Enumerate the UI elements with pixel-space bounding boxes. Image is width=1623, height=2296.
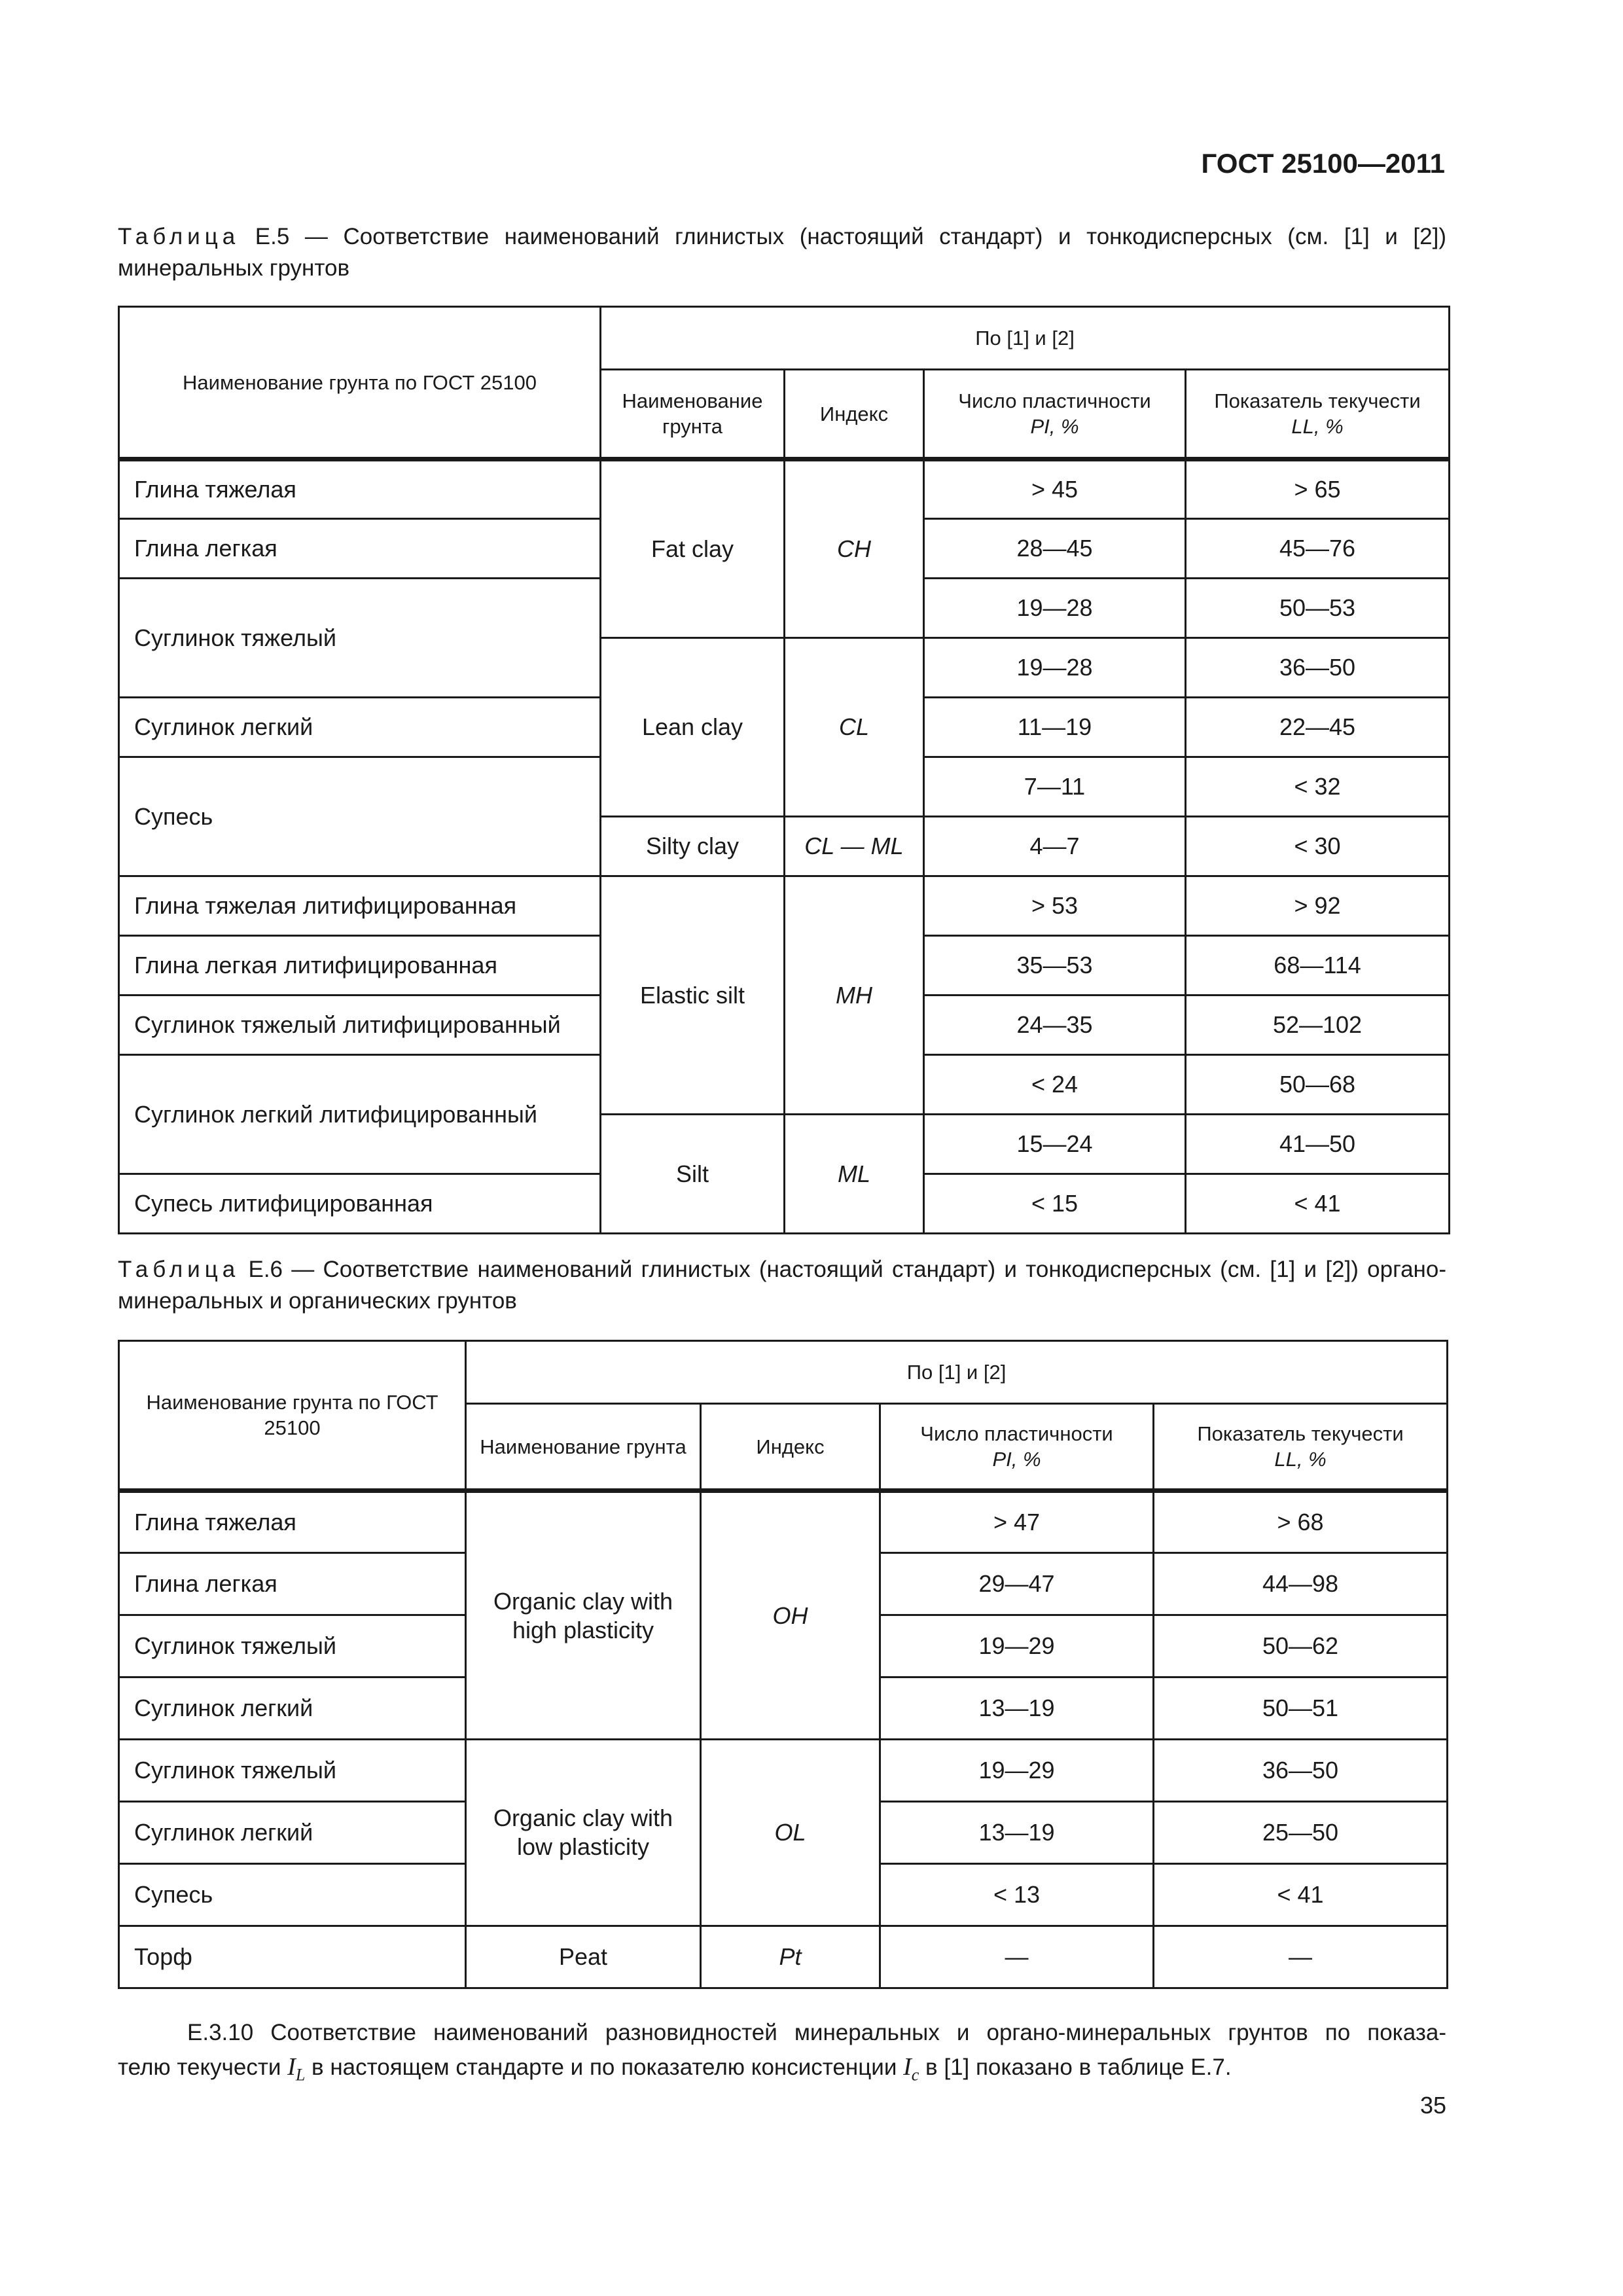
paragraph-text: в настоящем стандарте и по показателю консистенции [305,2054,904,2080]
pi-cell: 19—29 [880,1740,1154,1802]
ll-cell: — [1154,1926,1448,1988]
ll-unit: LL, % [1274,1448,1327,1471]
paragraph-e3-10 [118,2016,1446,2092]
gost-name-cell: Суглинок легкий [119,698,601,757]
ll-cell: > 92 [1186,876,1450,936]
standard-designation: ГОСТ 25100—2011 [1201,148,1445,179]
table-e5 [118,306,1450,1234]
gost-name-cell: Суглинок тяжелый [119,579,601,698]
soil-name-cell: Silt [601,1115,785,1234]
col-header-pi [924,370,1186,459]
index-cell: OL [701,1740,880,1926]
col-header-gost-name: Наименование грунта по ГОСТ 25100 [119,1341,466,1491]
ll-cell: 52—102 [1186,996,1450,1055]
pi-cell: — [880,1926,1154,1988]
col-header-by-refs: По [1] и [2] [466,1341,1448,1404]
pi-cell: 19—28 [924,579,1186,638]
ll-cell: 22—45 [1186,698,1450,757]
pi-cell: > 53 [924,876,1186,936]
ic-symbol [903,2053,919,2085]
soil-name-cell: Peat [466,1926,701,1988]
il-main: I [287,2053,296,2081]
ll-cell: 50—53 [1186,579,1450,638]
col-header-soil-name: Наименование грунта [601,370,785,459]
gost-name-cell: Глина легкая [119,519,601,579]
ll-cell: < 41 [1186,1174,1450,1234]
ll-cell: 50—62 [1154,1615,1448,1677]
gost-name-cell: Супесь [119,1864,466,1926]
ll-cell: > 65 [1186,459,1450,519]
ll-cell: < 41 [1154,1864,1448,1926]
pi-cell: 29—47 [880,1553,1154,1615]
col-header-ll [1154,1404,1448,1491]
ll-unit: LL, % [1291,415,1344,438]
col-header-index: Индекс [785,370,924,459]
gost-name-cell: Супесь литифицированная [119,1174,601,1234]
ll-cell: < 32 [1186,757,1450,817]
index-cell: MH [785,876,924,1115]
gost-name-cell: Глина легкая [119,1553,466,1615]
index-cell: CH [785,459,924,638]
gost-name-cell: Суглинок легкий литифицированный [119,1055,601,1174]
col-header-gost-name: Наименование грунта по ГОСТ 25100 [119,307,601,459]
pi-cell: > 45 [924,459,1186,519]
ll-cell: < 30 [1186,817,1450,876]
gost-name-cell: Супесь [119,757,601,876]
header-row [119,1341,1448,1404]
soil-name-cell: Lean clay [601,638,785,817]
paragraph-text: телю текучести [118,2054,288,2080]
paragraph-text: в [1] показано в таблице Е.7. [919,2054,1232,2080]
ll-cell: 36—50 [1186,638,1450,698]
table-row [119,1926,1448,1988]
col-header-soil-name: Наименование грунта [466,1404,701,1491]
ll-cell: 41—50 [1186,1115,1450,1174]
page-number: 35 [1419,2092,1446,2119]
pi-cell: 13—19 [880,1802,1154,1864]
col-header-pi [880,1404,1154,1491]
pi-cell: < 13 [880,1864,1154,1926]
col-header-ll [1186,370,1450,459]
soil-name-cell: Organic clay with high plasticity [466,1491,701,1740]
pi-label: Число пластичности [920,1422,1113,1445]
table-row [119,1491,1448,1553]
pi-cell: > 47 [880,1491,1154,1553]
paragraph-line [118,2016,1446,2050]
ll-cell: 25—50 [1154,1802,1448,1864]
il-symbol [287,2053,306,2085]
gost-name-cell: Глина тяжелая литифицированная [119,876,601,936]
table-e6-caption [118,1254,1446,1317]
ll-cell: 44—98 [1154,1553,1448,1615]
ll-cell: 45—76 [1186,519,1450,579]
table-row [119,459,1450,519]
ll-cell: > 68 [1154,1491,1448,1553]
pi-cell: 7—11 [924,757,1186,817]
caption-text: Е.5 — Соответствие наименований глинистых (настоящий стандарт) и тонкодисперсных (см. [1] и [2]) минеральных грунтов [118,224,1446,281]
table-e5-caption [118,221,1446,284]
ic-subscript: c [911,2065,919,2085]
pi-cell: 24—35 [924,996,1186,1055]
ll-cell: 50—68 [1186,1055,1450,1115]
gost-name-cell: Глина тяжелая [119,459,601,519]
soil-name-cell: Organic clay with low plasticity [466,1740,701,1926]
pi-cell: 19—29 [880,1615,1154,1677]
pi-cell: < 24 [924,1055,1186,1115]
soil-name-cell: Fat clay [601,459,785,638]
gost-name-cell: Торф [119,1926,466,1988]
ll-label: Показатель текучести [1214,389,1421,412]
index-cell: CL — ML [785,817,924,876]
paragraph-line [118,2050,1446,2092]
pi-cell: 15—24 [924,1115,1186,1174]
caption-label: Таблица [118,1257,240,1282]
pi-cell: 28—45 [924,519,1186,579]
ll-cell: 50—51 [1154,1677,1448,1740]
index-cell: CL [785,638,924,817]
paragraph-number: Е.3.10 [187,2020,254,2045]
ll-cell: 68—114 [1186,936,1450,996]
pi-cell: 13—19 [880,1677,1154,1740]
pi-label: Число пластичности [958,389,1151,412]
soil-name-cell: Elastic silt [601,876,785,1115]
paragraph-text: Соответствие наименований разновидностей минеральных и органо-минеральных грунтов по показа- [270,2020,1446,2045]
ll-cell: 36—50 [1154,1740,1448,1802]
gost-name-cell: Глина тяжелая [119,1491,466,1553]
col-header-by-refs: По [1] и [2] [601,307,1450,370]
gost-name-cell: Суглинок легкий [119,1677,466,1740]
pi-unit: PI, % [992,1448,1041,1471]
pi-cell: 4—7 [924,817,1186,876]
gost-name-cell: Суглинок тяжелый [119,1615,466,1677]
pi-cell: < 15 [924,1174,1186,1234]
pi-cell: 35—53 [924,936,1186,996]
pi-cell: 11—19 [924,698,1186,757]
table-e6 [118,1340,1448,1989]
gost-name-cell: Глина легкая литифицированная [119,936,601,996]
table-row [119,1740,1448,1802]
caption-label: Таблица [118,224,240,249]
il-subscript: L [295,2065,306,2085]
ic-main: I [903,2053,912,2081]
ll-label: Показатель текучести [1197,1422,1404,1445]
index-cell: Pt [701,1926,880,1988]
index-cell: OH [701,1491,880,1740]
table-row [119,876,1450,936]
col-header-index: Индекс [701,1404,880,1491]
pi-unit: PI, % [1030,415,1079,438]
caption-text: Е.6 — Соответствие наименований глинистых (настоящий стандарт) и тонкодисперсных (см. [1] и [2]) органо-минеральных и органических грунтов [118,1257,1446,1314]
gost-name-cell: Суглинок легкий [119,1802,466,1864]
pi-cell: 19—28 [924,638,1186,698]
gost-name-cell: Суглинок тяжелый [119,1740,466,1802]
soil-name-cell: Silty clay [601,817,785,876]
gost-name-cell: Суглинок тяжелый литифицированный [119,996,601,1055]
index-cell: ML [785,1115,924,1234]
header-row [119,307,1450,370]
